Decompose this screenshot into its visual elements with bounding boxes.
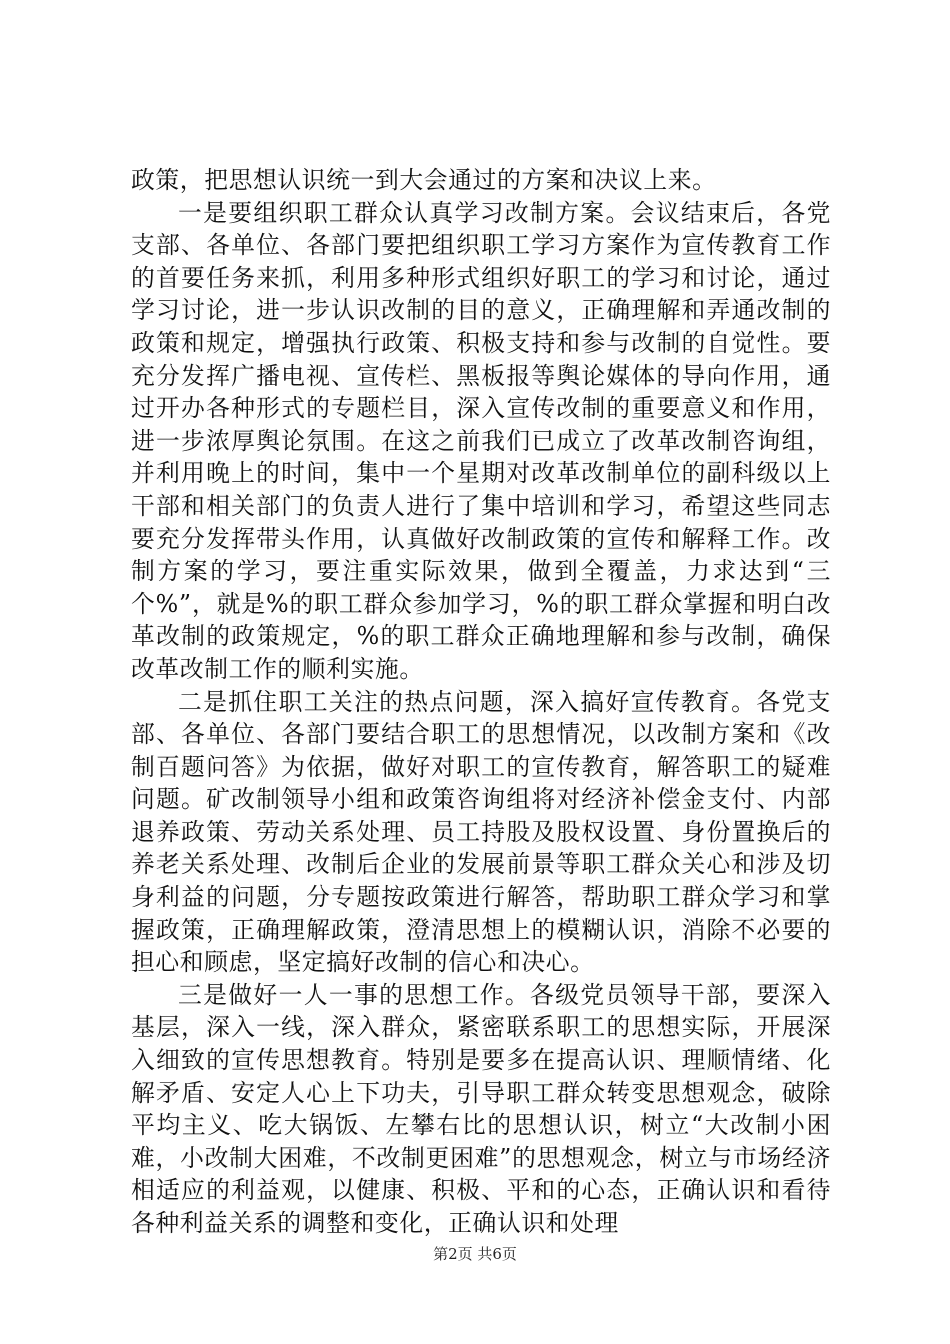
page-footer: 第2页 共6页 [433,1245,517,1263]
paragraph-continuation: 政策，把思想认识统一到大会通过的方案和决议上来。 [131,166,717,194]
paragraph-three: 三是做好一人一事的思想工作。各级党员领导干部，要深入基层，深入一线，深入群众，紧密联系职工的思想实际，开展深入细致的宣传思想教育。特别是要多在提高认识、理顺情绪、化解矛盾、安定人心上下功夫，引导职工群众转变思想观念，破除平均主义、吃大锅饭、左攀右比的思想认识，树立“大改制小困难，小改制大困难，不改制更困难”的思想观念，树立与市场经济相适应的利益观，以健康、积极、平和的心态，正确认识和看待各种利益关系的调整和变化，正确认识和处理 [131,980,831,1237]
paragraph-one: 一是要组织职工群众认真学习改制方案。会议结束后，各党支部、各单位、各部门要把组织职工学习方案作为宣传教育工作的首要任务来抓，利用多种形式组织好职工的学习和讨论，通过学习讨论，进一步认识改制的目的意义，正确理解和弄通改制的政策和规定，增强执行政策、积极支持和参与改制的自觉性。要充分发挥广播电视、宣传栏、黑板报等舆论媒体的导向作用，通过开办各种形式的专题栏目，深入宣传改制的重要意义和作用，进一步浓厚舆论氛围。在这之前我们已成立了改革改制咨询组，并利用晚上的时间，集中一个星期对改革改制单位的副科级以上干部和相关部门的负责人进行了集中培训和学习，希望这些同志要充分发挥带头作用，认真做好改制政策的宣传和解释工作。改制方案的学习，要注重实际效果，做到全覆盖，力求达到“三个%”，就是%的职工群众参加学习，%的职工群众掌握和明白改革改制的政策规定，%的职工群众正确地理解和参与改制，确保改革改制工作的顺利实施。 [131,198,831,683]
document-body [131,164,831,1240]
paragraph-two: 二是抓住职工关注的热点问题，深入搞好宣传教育。各党支部、各单位、各部门要结合职工的思想情况，以改制方案和《改制百题问答》为依据，做好对职工的宣传教育，解答职工的疑难问题。矿改制领导小组和政策咨询组将对经济补偿金支付、内部退养政策、劳动关系处理、员工持股及股权设置、身份置换后的养老关系处理、改制后企业的发展前景等职工群众关心和涉及切身利益的问题，分专题按政策进行解答，帮助职工群众学习和掌握政策，正确理解政策，澄清思想上的模糊认识，消除不必要的担心和顾虑，坚定搞好改制的信心和决心。 [131,687,831,977]
